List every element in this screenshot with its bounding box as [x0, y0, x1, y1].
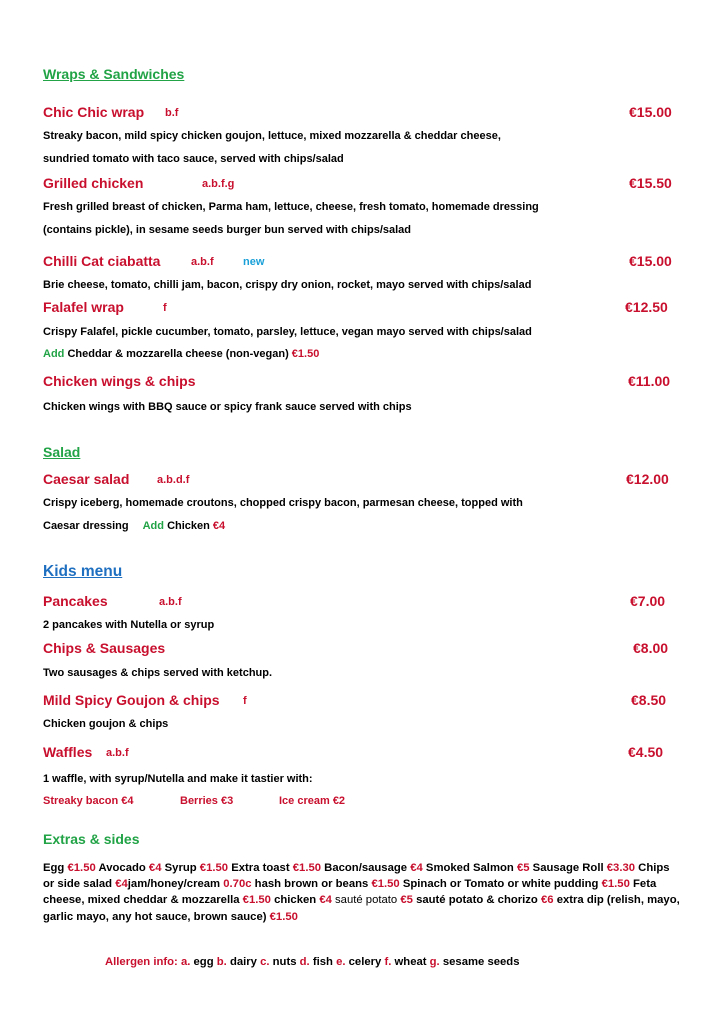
section-title-salad: Salad	[43, 444, 81, 460]
allergen-name: egg	[193, 956, 214, 968]
extras-part: Feta cheese, mixed cheddar & mozzarella	[43, 878, 657, 907]
item-price: €8.50	[631, 692, 667, 708]
allergen-codes: a.b.f	[159, 596, 182, 608]
extras-part: Bacon/sausage	[321, 862, 411, 874]
allergen-codes: f	[243, 695, 247, 707]
item-name: Pancakes	[43, 593, 108, 609]
extras-price: €1.50	[199, 862, 229, 874]
item-name: Chic Chic wrap	[43, 104, 145, 120]
extras-part: jam/honey/cream	[127, 878, 224, 891]
item-description: (contains pickle), in sesame seeds burger bun served with chips/salad	[43, 224, 412, 236]
extras-price: 0.70c	[223, 878, 252, 891]
item-description: 2 pancakes with Nutella or syrup	[43, 619, 215, 631]
item-description: 1 waffle, with syrup/Nutella and make it tastier with:	[43, 773, 313, 785]
extras-part: Extra toast	[228, 862, 293, 874]
extras-part: Spinach or Tomato or white pudding	[399, 878, 602, 891]
extras-part: Smoked Salmon	[422, 862, 517, 874]
allergen-codes: a.b.d.f	[157, 474, 190, 486]
allergen-name: fish	[312, 956, 333, 968]
addon-text: Chicken	[167, 520, 210, 532]
item-price: €15.50	[629, 175, 672, 191]
add-label: Add	[142, 520, 164, 532]
allergen-name: sesame seeds	[442, 956, 520, 968]
extras-price: €1.50	[371, 878, 400, 891]
allergen-codes: a.b.f	[191, 256, 214, 268]
item-description: Caesar dressing	[43, 520, 129, 532]
extras-part: sauté potato	[331, 894, 401, 907]
extras-price: €1.50	[269, 910, 298, 923]
allergen-info	[105, 956, 519, 968]
extras-part: Sausage Roll	[529, 862, 607, 874]
item-price: €12.50	[625, 299, 668, 315]
item-description: Crispy iceberg, homemade croutons, chopped crispy bacon, parmesan cheese, topped with	[43, 497, 523, 509]
item-price: €12.00	[626, 471, 669, 487]
extras-price: €1.50	[601, 878, 630, 891]
section-title-wraps: Wraps & Sandwiches	[43, 66, 185, 82]
extras-part: extra dip (relish, mayo, garlic mayo, any hot sauce, brown sauce)	[43, 894, 680, 923]
allergen-codes: f	[163, 302, 167, 314]
item-description: Two sausages & chips served with ketchup.	[43, 667, 273, 679]
item-price: €8.00	[633, 640, 669, 656]
extras-part: Egg	[43, 862, 68, 874]
allergen-label: Allergen info:	[105, 956, 178, 968]
new-tag: new	[243, 256, 265, 268]
item-name: Grilled chicken	[43, 175, 144, 191]
item-description: Chicken wings with BBQ sauce or spicy frank sauce served with chips	[43, 401, 412, 413]
extras-price: €5	[400, 894, 413, 907]
allergen-name: nuts	[272, 956, 297, 968]
add-label: Add	[43, 348, 65, 360]
section-title-extras: Extras & sides	[43, 831, 140, 847]
extras-price: €1.50	[292, 862, 322, 874]
item-name: Chips & Sausages	[43, 640, 166, 656]
kids-extra: Streaky bacon €4	[43, 795, 134, 807]
allergen-code: g.	[429, 956, 440, 968]
item-name: Caesar salad	[43, 471, 130, 487]
allergen-codes: a.b.f.g	[202, 178, 235, 190]
allergen-codes: b.f	[165, 107, 179, 119]
extras-price: €4	[148, 862, 162, 874]
item-description: Brie cheese, tomato, chilli jam, bacon, crispy dry onion, rocket, mayo served with chips/salad	[43, 279, 532, 291]
section-title-kids: Kids menu	[43, 563, 123, 580]
allergen-code: d.	[299, 956, 310, 968]
allergen-code: b.	[216, 956, 227, 968]
extras-part: Avocado	[95, 862, 149, 874]
item-description: Fresh grilled breast of chicken, Parma ham, lettuce, cheese, fresh tomato, homemade dressing	[43, 201, 539, 213]
extras-price: €4	[410, 862, 423, 874]
item-name: Falafel wrap	[43, 299, 124, 315]
allergen-name: dairy	[229, 956, 257, 968]
extras-price: €1.50	[242, 894, 271, 907]
item-price: €4.50	[628, 744, 664, 760]
kids-extra: Ice cream €2	[279, 795, 346, 807]
item-name: Chicken wings & chips	[43, 373, 196, 389]
extras-price: €3.30	[606, 862, 636, 874]
extras-part: Chips or side salad	[43, 862, 670, 891]
item-addon	[43, 348, 319, 360]
allergen-code: a.	[180, 956, 191, 968]
item-name: Waffles	[43, 744, 93, 760]
item-price: €7.00	[630, 593, 666, 609]
extras-part: sauté potato & chorizo	[412, 894, 541, 907]
allergen-name: celery	[348, 956, 382, 968]
item-name: Chilli Cat ciabatta	[43, 253, 161, 269]
item-description: Streaky bacon, mild spicy chicken goujon, lettuce, mixed mozzarella & cheddar cheese,	[43, 130, 501, 142]
item-description: Crispy Falafel, pickle cucumber, tomato, parsley, lettuce, vegan mayo served with chips/salad	[43, 326, 532, 338]
extras-price: €4	[115, 878, 128, 891]
addon-price: €1.50	[291, 348, 320, 360]
item-description: sundried tomato with taco sauce, served with chips/salad	[43, 153, 344, 165]
allergen-code: c.	[260, 956, 270, 968]
item-price: €15.00	[629, 104, 672, 120]
allergen-code: f.	[384, 956, 392, 968]
extras-part: hash brown or beans	[251, 878, 372, 891]
addon-text: Cheddar & mozzarella cheese (non-vegan)	[67, 348, 289, 360]
item-price: €11.00	[628, 373, 671, 389]
extras-part: chicken	[270, 894, 320, 907]
item-name: Mild Spicy Goujon & chips	[43, 692, 220, 708]
item-price: €15.00	[629, 253, 672, 269]
allergen-name: wheat	[394, 956, 427, 968]
item-description-line	[43, 520, 225, 532]
allergen-codes: a.b.f	[106, 747, 129, 759]
extras-price: €4	[319, 894, 332, 907]
extras-part: Syrup	[161, 862, 200, 874]
addon-price: €4	[212, 520, 226, 532]
extras-price: €5	[516, 862, 530, 874]
extras-price: €1.50	[67, 862, 96, 874]
allergen-code: e.	[336, 956, 346, 968]
item-description: Chicken goujon & chips	[43, 718, 169, 730]
kids-extra: Berries €3	[180, 795, 234, 807]
extras-price: €6	[540, 894, 554, 907]
extras-list	[43, 860, 683, 925]
